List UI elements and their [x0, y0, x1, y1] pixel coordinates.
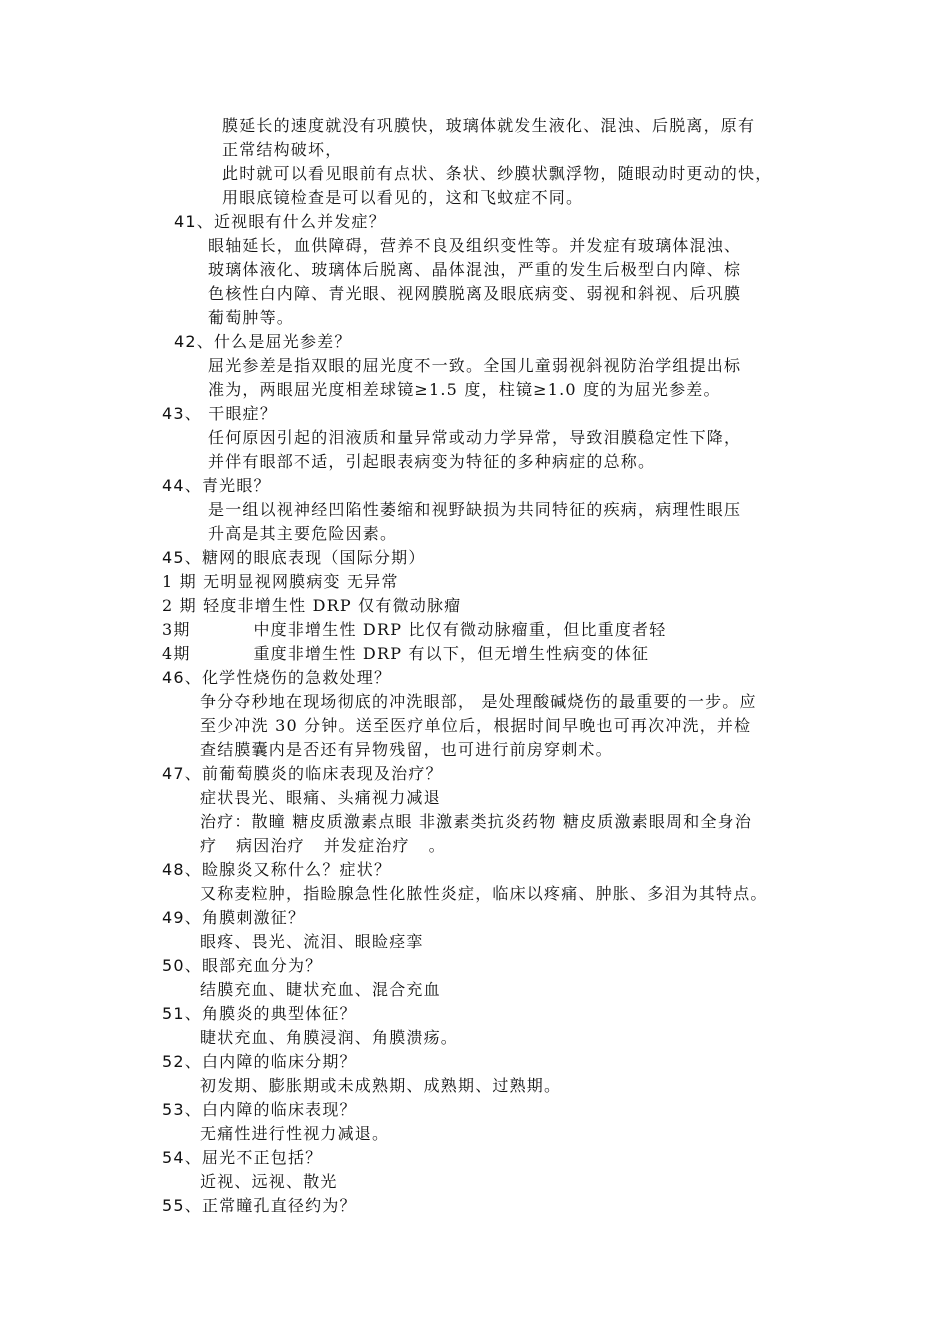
text-line: 结膜充血、睫状充血、混合充血: [200, 980, 441, 999]
question-heading: 49、角膜刺激征？: [162, 908, 306, 927]
text-line: 屈光参差是指双眼的屈光度不一致。全国儿童弱视斜视防治学组提出标: [208, 356, 742, 375]
text-line: 色核性白内障、青光眼、视网膜脱离及眼底病变、弱视和斜视、后巩膜: [208, 284, 742, 303]
text-line: 近视、远视、散光: [200, 1172, 338, 1191]
text-line: 初发期、膨胀期或未成熟期、成熟期、过熟期。: [200, 1076, 562, 1095]
text-line: 2 期 轻度非增生性 DRP 仅有微动脉瘤: [162, 596, 462, 615]
question-heading: 43、 干眼症？: [162, 404, 278, 423]
text-line: 3期 中度非增生性 DRP 比仅有微动脉瘤重，但比重度者轻: [162, 620, 667, 639]
text-line: 葡萄肿等。: [208, 308, 295, 327]
text-line: 症状畏光、眼痛、头痛视力减退: [200, 788, 441, 807]
question-heading: 46、化学性烧伤的急救处理？: [162, 668, 392, 687]
text-line: 查结膜囊内是否还有异物残留，也可进行前房穿刺术。: [200, 740, 613, 759]
question-heading: 54、屈光不正包括？: [162, 1148, 323, 1167]
text-line: 并伴有眼部不适，引起眼表病变为特征的多种病症的总称。: [208, 452, 656, 471]
question-heading: 51、角膜炎的典型体征？: [162, 1004, 357, 1023]
text-line: 4期 重度非增生性 DRP 有以下，但无增生性病变的体征: [162, 644, 650, 663]
text-line: 至少冲洗 30 分钟。送至医疗单位后，根据时间早晚也可再次冲洗，并检: [200, 716, 752, 735]
text-line: 眼疼、畏光、流泪、眼睑痉挛: [200, 932, 424, 951]
text-line: 治疗：散瞳 糖皮质激素点眼 非激素类抗炎药物 糖皮质激素眼周和全身治: [200, 812, 753, 831]
text-line: 眼轴延长，血供障碍，营养不良及组织变性等。并发症有玻璃体混浊、: [208, 236, 742, 255]
text-line: 升高是其主要危险因素。: [208, 524, 398, 543]
question-heading: 41、近视眼有什么并发症？: [174, 212, 386, 231]
question-heading: 44、青光眼？: [162, 476, 271, 495]
question-heading: 42、什么是屈光参差？: [174, 332, 352, 351]
text-line: 睫状充血、角膜浸润、角膜溃疡。: [200, 1028, 459, 1047]
text-line: 是一组以视神经凹陷性萎缩和视野缺损为共同特征的疾病，病理性眼压: [208, 500, 742, 519]
text-line: 无痛性进行性视力减退。: [200, 1124, 390, 1143]
text-line: 又称麦粒肿，指睑腺急性化脓性炎症，临床以疼痛、肿胀、多泪为其特点。: [200, 884, 768, 903]
text-line: 准为，两眼屈光度相差球镜≥1.5 度，柱镜≥1.0 度的为屈光参差。: [208, 380, 721, 399]
text-line: 任何原因引起的泪液质和量异常或动力学异常，导致泪膜稳定性下降，: [208, 428, 742, 447]
question-heading: 50、眼部充血分为？: [162, 956, 323, 975]
text-line: 疗 病因治疗 并发症治疗 。: [200, 836, 446, 855]
text-line: 正常结构破坏，: [222, 140, 343, 159]
question-heading: 45、糖网的眼底表现（国际分期）: [162, 548, 426, 567]
question-heading: 47、前葡萄膜炎的临床表现及治疗？: [162, 764, 443, 783]
question-heading: 52、白内障的临床分期？: [162, 1052, 357, 1071]
question-heading: 55、正常瞳孔直径约为？: [162, 1196, 357, 1215]
text-line: 膜延长的速度就没有巩膜快，玻璃体就发生液化、混浊、后脱离，原有: [222, 116, 756, 135]
question-heading: 48、睑腺炎又称什么？症状？: [162, 860, 392, 879]
text-line: 1 期 无明显视网膜病变 无异常: [162, 572, 399, 591]
text-line: 玻璃体液化、玻璃体后脱离、晶体混浊，严重的发生后极型白内障、棕: [208, 260, 742, 279]
question-heading: 53、白内障的临床表现？: [162, 1100, 357, 1119]
text-line: 此时就可以看见眼前有点状、条状、纱膜状飘浮物，随眼动时更动的快，: [222, 164, 773, 183]
text-line: 用眼底镜检查是可以看见的，这和飞蚊症不同。: [222, 188, 584, 207]
text-line: 争分夺秒地在现场彻底的冲洗眼部， 是处理酸碱烧伤的最重要的一步。应: [200, 692, 757, 711]
